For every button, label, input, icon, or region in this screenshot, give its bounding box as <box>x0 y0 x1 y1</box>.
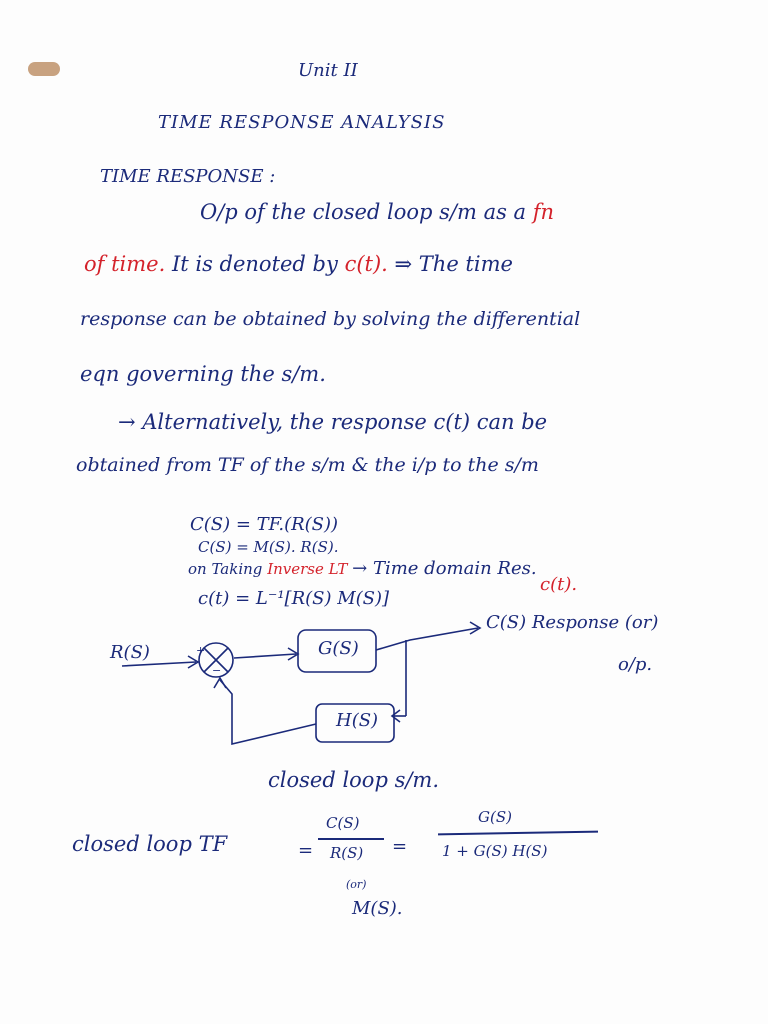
para1-line2-end: ⇒ The time <box>394 252 513 276</box>
tf-or: (or) <box>346 878 367 891</box>
tf-m: M(S). <box>352 898 403 919</box>
sign-minus: − <box>212 664 222 677</box>
tf-eq2: = <box>392 836 408 857</box>
equation-1: C(S) = TF.(R(S)) <box>190 514 339 535</box>
para1-line1-text: O/p of the closed loop s/m as a <box>200 200 527 224</box>
input-label: R(S) <box>110 642 150 663</box>
output-line <box>376 628 478 650</box>
forward-line <box>234 654 296 658</box>
of-time-highlight: of time. <box>84 252 166 276</box>
tf-den: R(S) <box>330 844 364 862</box>
para1-line3: response can be obtained by solving the differential <box>80 308 581 330</box>
inverse-lt-highlight: Inverse LT <box>267 560 348 578</box>
para2-line2: obtained from TF of the s/m & the i/p to the s/m <box>76 454 539 476</box>
tf-eq: = <box>298 840 314 861</box>
section-heading: TIME RESPONSE : <box>100 166 276 187</box>
output-label-2: o/p. <box>618 654 653 675</box>
time-domain-text: → Time domain Res. <box>352 558 537 579</box>
tf-label: closed loop TF <box>72 832 228 856</box>
output-label: C(S) Response (or) <box>486 612 659 633</box>
tf-num: C(S) <box>326 814 360 832</box>
g-block-label: G(S) <box>318 638 359 659</box>
page-title: TIME RESPONSE ANALYSIS <box>158 112 446 133</box>
unit-heading: Unit II <box>298 60 358 81</box>
feedback-return-arrow <box>214 678 226 688</box>
tf-num2: G(S) <box>478 808 512 826</box>
para1-line2-text: It is denoted by <box>171 252 338 276</box>
fn-highlight: fn <box>532 200 555 224</box>
diagram-caption: closed loop s/m. <box>268 768 440 792</box>
para2-line1: → Alternatively, the response c(t) can be <box>118 410 548 434</box>
equation-4: c(t) = L⁻¹[R(S) M(S)] <box>198 588 390 609</box>
taking-text: on Taking <box>188 560 263 578</box>
sign-plus: + <box>196 644 206 657</box>
feedback-return <box>220 680 316 744</box>
para1-line4: eqn governing the s/m. <box>80 362 326 386</box>
ct-result: c(t). <box>540 574 578 595</box>
equation-2: C(S) = M(S). R(S). <box>198 538 339 556</box>
tf-den2: 1 + G(S) H(S) <box>442 842 548 860</box>
tf-frac-bar <box>318 838 384 840</box>
h-block-label: H(S) <box>336 710 379 731</box>
ct-highlight: c(t). <box>344 252 388 276</box>
